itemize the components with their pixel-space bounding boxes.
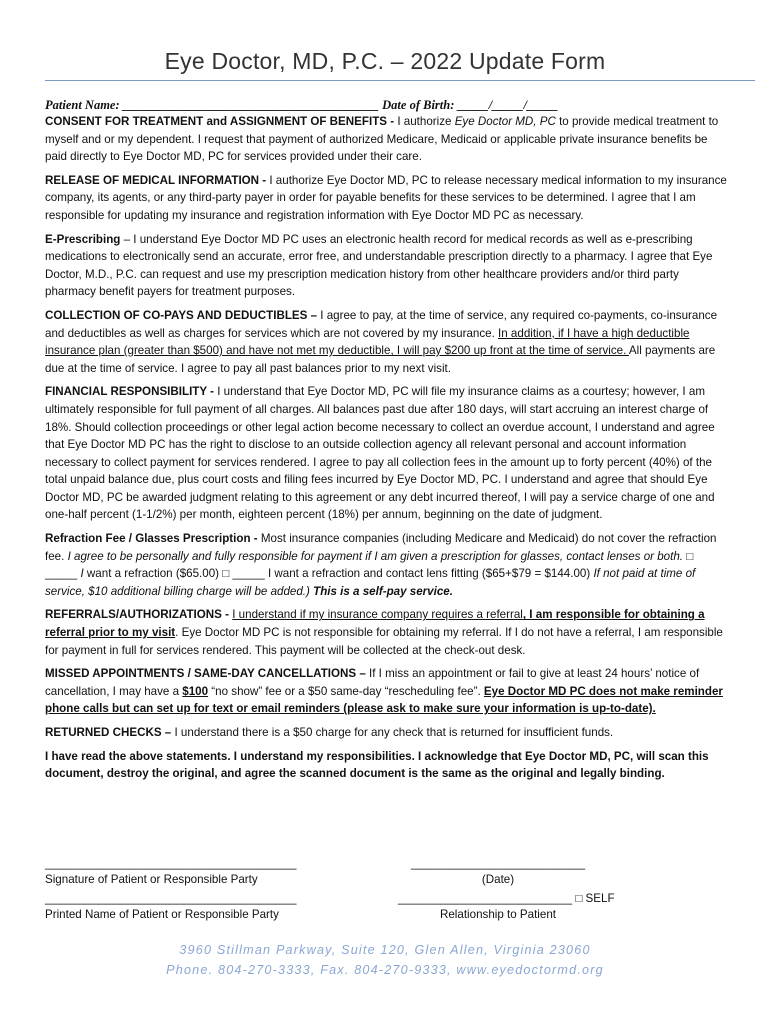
copays-deductible-note: In addition, if I have a high deductible insurance plan (greater than $500) and have not met my deductible, I will pay $200 up front at the time of service.	[45, 326, 690, 358]
consent-section	[45, 113, 727, 166]
dob-label: Date of Birth:	[382, 98, 455, 112]
refraction-i: I	[80, 567, 84, 581]
printed-name-label: Printed Name of Patient or Responsible Party	[45, 908, 279, 921]
missed-heading: MISSED APPOINTMENTS / SAME-DAY CANCELLATIONS –	[45, 667, 366, 681]
release-heading: RELEASE OF MEDICAL INFORMATION -	[45, 173, 267, 187]
signature-line[interactable]: _______________________________________	[45, 857, 297, 870]
missed-reminder-note: Eye Doctor MD PC does not make reminder phone calls but can set up for text or email reminders (please ask to make sure your information is up-to-date).	[45, 684, 723, 716]
eprescribing-text: – I understand Eye Doctor MD PC uses an electronic health record for medical records as well as e-prescribing medications to electronically send an accurate, error free, and understandable prescription directly to a pharmacy. I agree that Eye Doctor, M.D., P.C. can request and use my prescription medication history from other healthcare providers and/or third party pharmacy benefit payers for treatment purposes.	[45, 232, 713, 299]
refraction-contact-text: I want a refraction and contact lens fitting ($65+$79 = $144.00)	[264, 567, 594, 581]
signature-block	[45, 856, 296, 888]
financial-text: I understand that Eye Doctor MD, PC will file my insurance claims as a courtesy; however, I am ultimately responsible for full payment of all charges. All balances past due after 180 days, will start accruing an interest charge of 18%. Should collection proceedings or other legal action become necessary to collect an overdue account, I understand and agree that Eye Doctor MD PC has the right to disclose to an outside collection agency all relevant personal and account information necessary to collect payment for services rendered. I agree to pay all collection fees in the amount up to forty percent (40%) of the total unpaid balance due, plus court costs and filing fees incurred by Eye Doctor MD, PC. I understand and agree that should Eye Doctor MD, PC be awarded judgment relating to this agreement or any debt incurred thereof, I will pay a service charge of one and one-half percent (1-1/2%) per month, eighteen percent (18%) per annum, beginning on the date of judgment.	[45, 385, 715, 522]
consent-text-2: to provide medical treatment to myself and or my dependent. I request that payment of authorized Medicare, Medicaid or applicable private insurance benefits be paid directly to Eye Doctor MD, PC for services provided under their care.	[45, 115, 719, 164]
referrals-text: . Eye Doctor MD PC is not responsible for obtaining my referral. If I do not have a referral, I am responsible for payment in full for services rendered. This payment will be collected at the check-out desk.	[45, 626, 723, 657]
acknowledgement-text: I have read the above statements. I understand my responsibilities. I acknowledge that Eye Doctor MD, PC, will scan this document, destroy the original, and agree the scanned document is the same as the original and legally binding.	[45, 749, 709, 781]
refraction-heading: Refraction Fee / Glasses Prescription -	[45, 532, 258, 546]
checks-section	[45, 724, 727, 742]
patient-name-label: Patient Name:	[45, 98, 120, 112]
release-section	[45, 172, 727, 225]
copays-text-2: All payments are due at the time of service. I agree to pay all past balances prior to my next visit.	[45, 344, 716, 375]
relationship-line[interactable]: ___________________________	[398, 892, 573, 905]
copays-text: I agree to pay, at the time of service, any required co-payments, co-insurance and deductibles as well as charges for services which are not covered by my insurance.	[45, 308, 718, 340]
missed-section	[45, 665, 727, 718]
printed-name-line[interactable]: _______________________________________	[45, 892, 297, 905]
missed-fee: $100	[182, 684, 209, 698]
footer-contact: Phone. 804-270-3333, Fax. 804-270-9333, www.eyedoctormd.org	[166, 963, 604, 977]
date-block	[398, 856, 598, 888]
refraction-section	[45, 530, 727, 600]
relationship-label: Relationship to Patient	[439, 908, 556, 921]
consent-text: I authorize	[394, 115, 455, 128]
referrals-requirement: I understand if my insurance company requires a referral	[232, 608, 523, 622]
refraction-billing-note: If not paid at time of service, $10 additional billing charge will be added.)	[45, 567, 696, 598]
eprescribing-section	[45, 231, 727, 301]
financial-heading: FINANCIAL RESPONSIBILITY -	[45, 385, 214, 399]
form-body	[45, 98, 727, 789]
copays-section	[45, 307, 727, 377]
date-line[interactable]: ___________________________	[410, 857, 586, 870]
footer	[0, 940, 770, 980]
relationship-block	[398, 891, 648, 923]
referrals-section	[45, 606, 727, 659]
patient-line	[45, 98, 727, 113]
financial-section	[45, 383, 727, 524]
refraction-contact-checkbox[interactable]: □ _____	[222, 567, 265, 581]
copays-heading: COLLECTION OF CO-PAYS AND DEDUCTIBLES –	[45, 308, 318, 322]
consent-heading: CONSENT FOR TREATMENT and ASSIGNMENT OF BENEFITS -	[45, 115, 395, 128]
referrals-responsibility: , I am responsible for obtaining a referral prior to my visit	[45, 608, 705, 640]
checks-text: I understand there is a $50 charge for any check that is returned for insufficient funds.	[171, 726, 614, 739]
refraction-option-checkbox[interactable]: □ _____	[45, 549, 694, 581]
refraction-option-text: want a refraction ($65.00)	[83, 567, 223, 581]
referrals-heading: REFERRALS/AUTHORIZATIONS -	[45, 608, 229, 622]
missed-text: If I miss an appointment or fail to give at least 24 hours’ notice of cancellation, I may have a	[45, 667, 700, 698]
date-label: (Date)	[481, 873, 515, 886]
refraction-responsibility: I agree to be personally and fully responsible for payment if I am given a prescription for glasses, contact lenses or both.	[67, 549, 687, 563]
footer-address: 3960 Stillman Parkway, Suite 120, Glen Allen, Virginia 23060	[179, 943, 591, 957]
printed-name-block	[45, 891, 296, 923]
form-title: Eye Doctor, MD, P.C. – 2022 Update Form	[164, 48, 606, 74]
refraction-text: Most insurance companies (including Medicare and Medicaid) do not cover the refraction fee.	[45, 532, 717, 563]
signature-label: Signature of Patient or Responsible Party	[45, 873, 258, 886]
eprescribing-heading: E-Prescribing	[45, 232, 121, 246]
title-divider	[45, 80, 755, 81]
consent-provider: Eye Doctor MD, PC	[454, 115, 556, 128]
self-checkbox[interactable]: □ SELF	[575, 892, 615, 905]
acknowledgement	[45, 748, 727, 783]
refraction-self-pay: This is a self-pay service.	[309, 584, 453, 598]
checks-heading: RETURNED CHECKS –	[45, 726, 172, 739]
missed-text-2: “no show” fee or a $50 same-day “rescheduling fee”.	[208, 684, 484, 698]
dob-field[interactable]: _____/_____/_____	[457, 98, 559, 112]
patient-name-field[interactable]: _________________________________________	[122, 98, 380, 112]
release-text: I authorize Eye Doctor MD, PC to release necessary medical information to my insurance company, its agents, or any third-party payer in order for payable benefits for these services to be determined. I agree that I am responsible for updating my insurance and registration information with Eye Doctor MD PC as necessary.	[45, 173, 727, 222]
